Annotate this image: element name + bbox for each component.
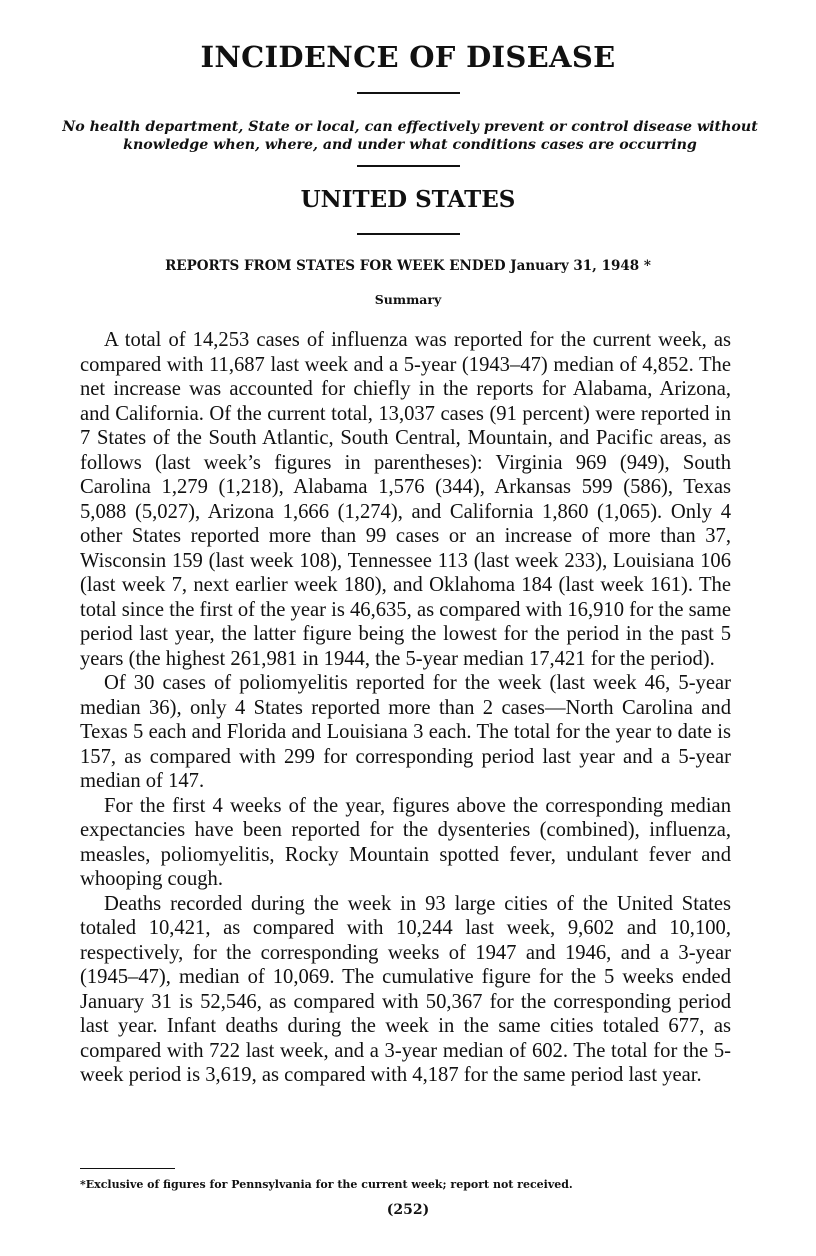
reports-heading: REPORTS FROM STATES FOR WEEK ENDED January 31, 1948 * bbox=[165, 258, 651, 274]
summary-heading: Summary bbox=[374, 292, 442, 307]
summary-body bbox=[80, 328, 731, 1088]
page-number: (252) bbox=[386, 1202, 430, 1218]
footnote-divider bbox=[80, 1168, 175, 1169]
paragraph-deaths: Deaths recorded during the week in 93 large cities of the United States totaled 10,421, as compared with 10,244 last week, 9,602 and 10,100, respectively, for the corresponding weeks of 1947 and 1946, and a 3-year (1945–47), median of 10,069. The cumulative figure for the 5 weeks ended January 31 is 52,546, as compared with 50,367 for the corresponding period last year. Infant deaths during the week in the same cities totaled 677, as compared with 722 last week, and a 3-year median of 602. The total for the 5-week period is 3,619, as compared with 4,187 for the same period last year. bbox=[80, 892, 731, 1086]
paragraph-median-expectancies: For the first 4 weeks of the year, figures above the corresponding median expectancies have been reported for the dysenteries (combined), influenza, measles, poliomyelitis, Rocky Mountain spotted fever, undulant fever and whooping cough. bbox=[80, 794, 731, 890]
paragraph-influenza: A total of 14,253 cases of influenza was reported for the current week, as compared with 11,687 last week and a 5-year (1943–47) median of 4,852. The net increase was accounted for chiefly in the reports for Alabama, Arizona, and California. Of the current total, 13,037 cases (91 percent) were reported in 7 States of the South Atlantic, South Central, Mountain, and Pacific areas, as follows (last week’s figures in parentheses): Virginia 969 (949), South Carolina 1,279 (1,218), Alabama 1,576 (344), Arkansas 599 (586), Texas 5,088 (5,027), Arizona 1,666 (1,274), and California 1,860 (1,065). Only 4 other States reported more than 99 cases or an increase of more than 37, Wisconsin 159 (last week 108), Tennessee 113 (last week 233), Louisiana 106 (last week 7, next earlier week 180), and Oklahoma 184 (last week 161). The total since the first of the year is 46,635, as compared with 16,910 for the same period last year, the latter figure being the lowest for the period in the past 5 years (the highest 261,981 in 1944, the 5-year median 17,421 for the period). bbox=[80, 329, 731, 670]
section-title: UNITED STATES bbox=[300, 186, 516, 213]
paragraph-poliomyelitis: Of 30 cases of poliomyelitis reported for the week (last week 46, 5-year median 36), only 4 States reported more than 2 cases—North Carolina and Texas 5 each and Florida and Louisiana 3 each. The total for the year to date is 157, as compared with 299 for corresponding period last year and a 5-year median of 147. bbox=[80, 672, 731, 792]
footnote: *Exclusive of figures for Pennsylvania for the current week; report not received. bbox=[80, 1178, 573, 1191]
motto-text: No health department, State or local, can effectively prevent or control disease without knowledge when, where, and under what conditions cases are occurring bbox=[62, 119, 758, 153]
motto-divider bbox=[357, 165, 460, 167]
title-divider bbox=[357, 92, 460, 94]
page-title: INCIDENCE OF DISEASE bbox=[200, 40, 616, 74]
subtitle-divider bbox=[357, 233, 460, 235]
